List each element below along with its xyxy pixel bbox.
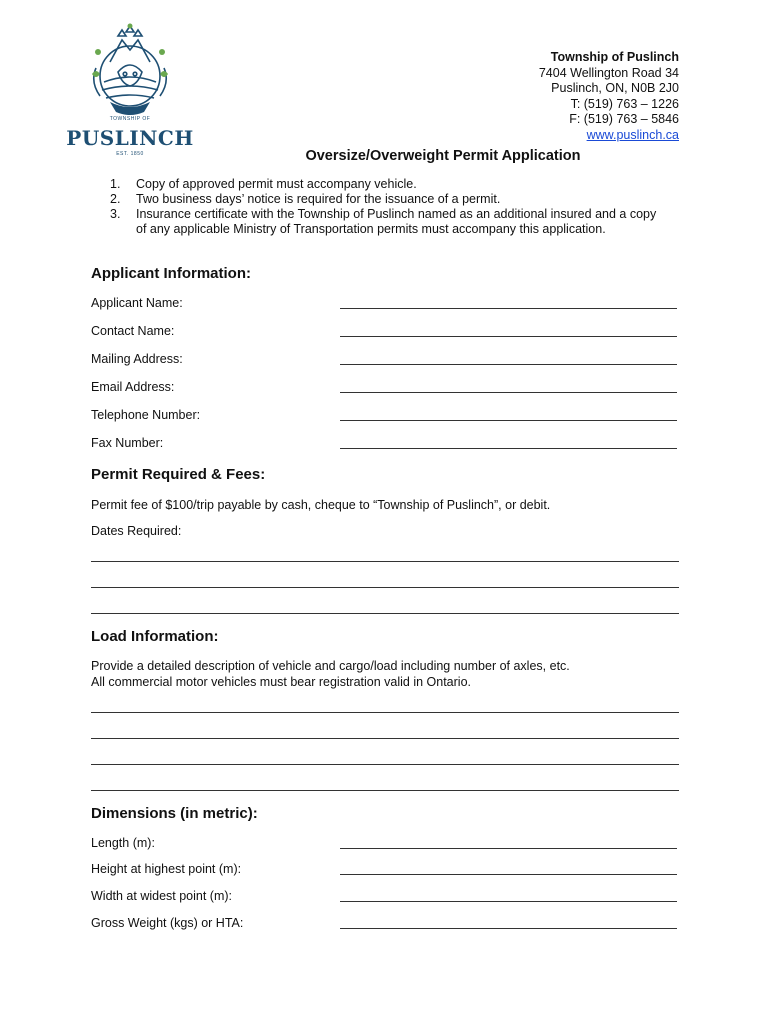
permit-fee-text: Permit fee of $100/trip payable by cash, cheque to “Township of Puslinch”, or debit.	[91, 498, 551, 512]
width-row	[91, 889, 677, 907]
height-field[interactable]	[340, 874, 677, 875]
load-line-1[interactable]	[91, 712, 679, 713]
organization-name: Township of Puslinch	[550, 50, 679, 64]
phone-number: T: (519) 763 – 1226	[570, 96, 679, 111]
list-item-number: 3.	[110, 207, 121, 221]
email-address-label: Email Address:	[91, 380, 175, 394]
applicant-name-row	[91, 296, 677, 314]
registration-text: All commercial motor vehicles must bear registration valid in Ontario.	[91, 675, 471, 689]
dates-required-label: Dates Required:	[91, 524, 182, 538]
list-item-text: Two business days’ notice is required for the issuance of a permit.	[136, 192, 501, 206]
logo-wordmark: PUSLINCH	[66, 126, 194, 150]
website-link[interactable]: www.puslinch.ca	[586, 127, 679, 142]
list-item	[110, 207, 670, 237]
height-label: Height at highest point (m):	[91, 862, 242, 876]
contact-name-label: Contact Name:	[91, 324, 175, 338]
load-description-text: Provide a detailed description of vehicle and cargo/load including number of axles, etc.	[91, 659, 570, 673]
list-item	[110, 177, 670, 192]
load-line-4[interactable]	[91, 790, 679, 791]
height-row	[91, 862, 677, 880]
township-crest-icon	[88, 22, 172, 122]
list-item-text: Insurance certificate with the Township of Puslinch named as an additional insured and a copy of any applicable Ministry of Transportation permits must accompany this application.	[136, 207, 657, 236]
instructions-list	[110, 177, 670, 237]
load-line-2[interactable]	[91, 738, 679, 739]
mailing-address-label: Mailing Address:	[91, 352, 183, 366]
telephone-field[interactable]	[340, 420, 677, 421]
width-field[interactable]	[340, 901, 677, 902]
fax-number: F: (519) 763 – 5846	[569, 112, 679, 126]
street-address: 7404 Wellington Road 34	[538, 65, 679, 80]
list-item-text: Copy of approved permit must accompany vehicle.	[136, 177, 417, 191]
fax-label: Fax Number:	[91, 436, 164, 450]
list-item-number: 1.	[110, 177, 121, 191]
dates-line-2[interactable]	[91, 587, 679, 588]
width-label: Width at widest point (m):	[91, 889, 233, 903]
page-title: Oversize/Overweight Permit Application	[305, 148, 581, 164]
gross-weight-label: Gross Weight (kgs) or HTA:	[91, 916, 244, 930]
fax-field[interactable]	[340, 448, 677, 449]
telephone-row	[91, 408, 677, 426]
applicant-heading: Applicant Information:	[91, 265, 251, 282]
email-address-row	[91, 380, 677, 398]
applicant-name-label: Applicant Name:	[91, 296, 183, 310]
load-heading: Load Information:	[91, 628, 219, 645]
gross-weight-row	[91, 916, 677, 934]
fax-row	[91, 436, 677, 454]
length-row	[91, 836, 677, 854]
contact-name-row	[91, 324, 677, 342]
permit-heading: Permit Required & Fees:	[91, 466, 266, 483]
gross-weight-field[interactable]	[340, 928, 677, 929]
address-block	[539, 50, 679, 143]
logo-small-text: TOWNSHIP OF	[109, 116, 151, 122]
telephone-label: Telephone Number:	[91, 408, 201, 422]
list-item	[110, 192, 670, 207]
mailing-address-row	[91, 352, 677, 370]
logo-est-text: EST. 1850	[116, 151, 144, 157]
load-line-3[interactable]	[91, 764, 679, 765]
length-label: Length (m):	[91, 836, 155, 850]
dates-line-3[interactable]	[91, 613, 679, 614]
township-logo	[62, 22, 198, 156]
length-field[interactable]	[340, 848, 677, 849]
email-address-field[interactable]	[340, 392, 677, 393]
dimensions-heading: Dimensions (in metric):	[91, 805, 258, 822]
applicant-name-field[interactable]	[340, 308, 677, 309]
contact-name-field[interactable]	[340, 336, 677, 337]
dates-line-1[interactable]	[91, 561, 679, 562]
list-item-number: 2.	[110, 192, 121, 206]
mailing-address-field[interactable]	[340, 364, 677, 365]
city-address: Puslinch, ON, N0B 2J0	[551, 81, 679, 95]
